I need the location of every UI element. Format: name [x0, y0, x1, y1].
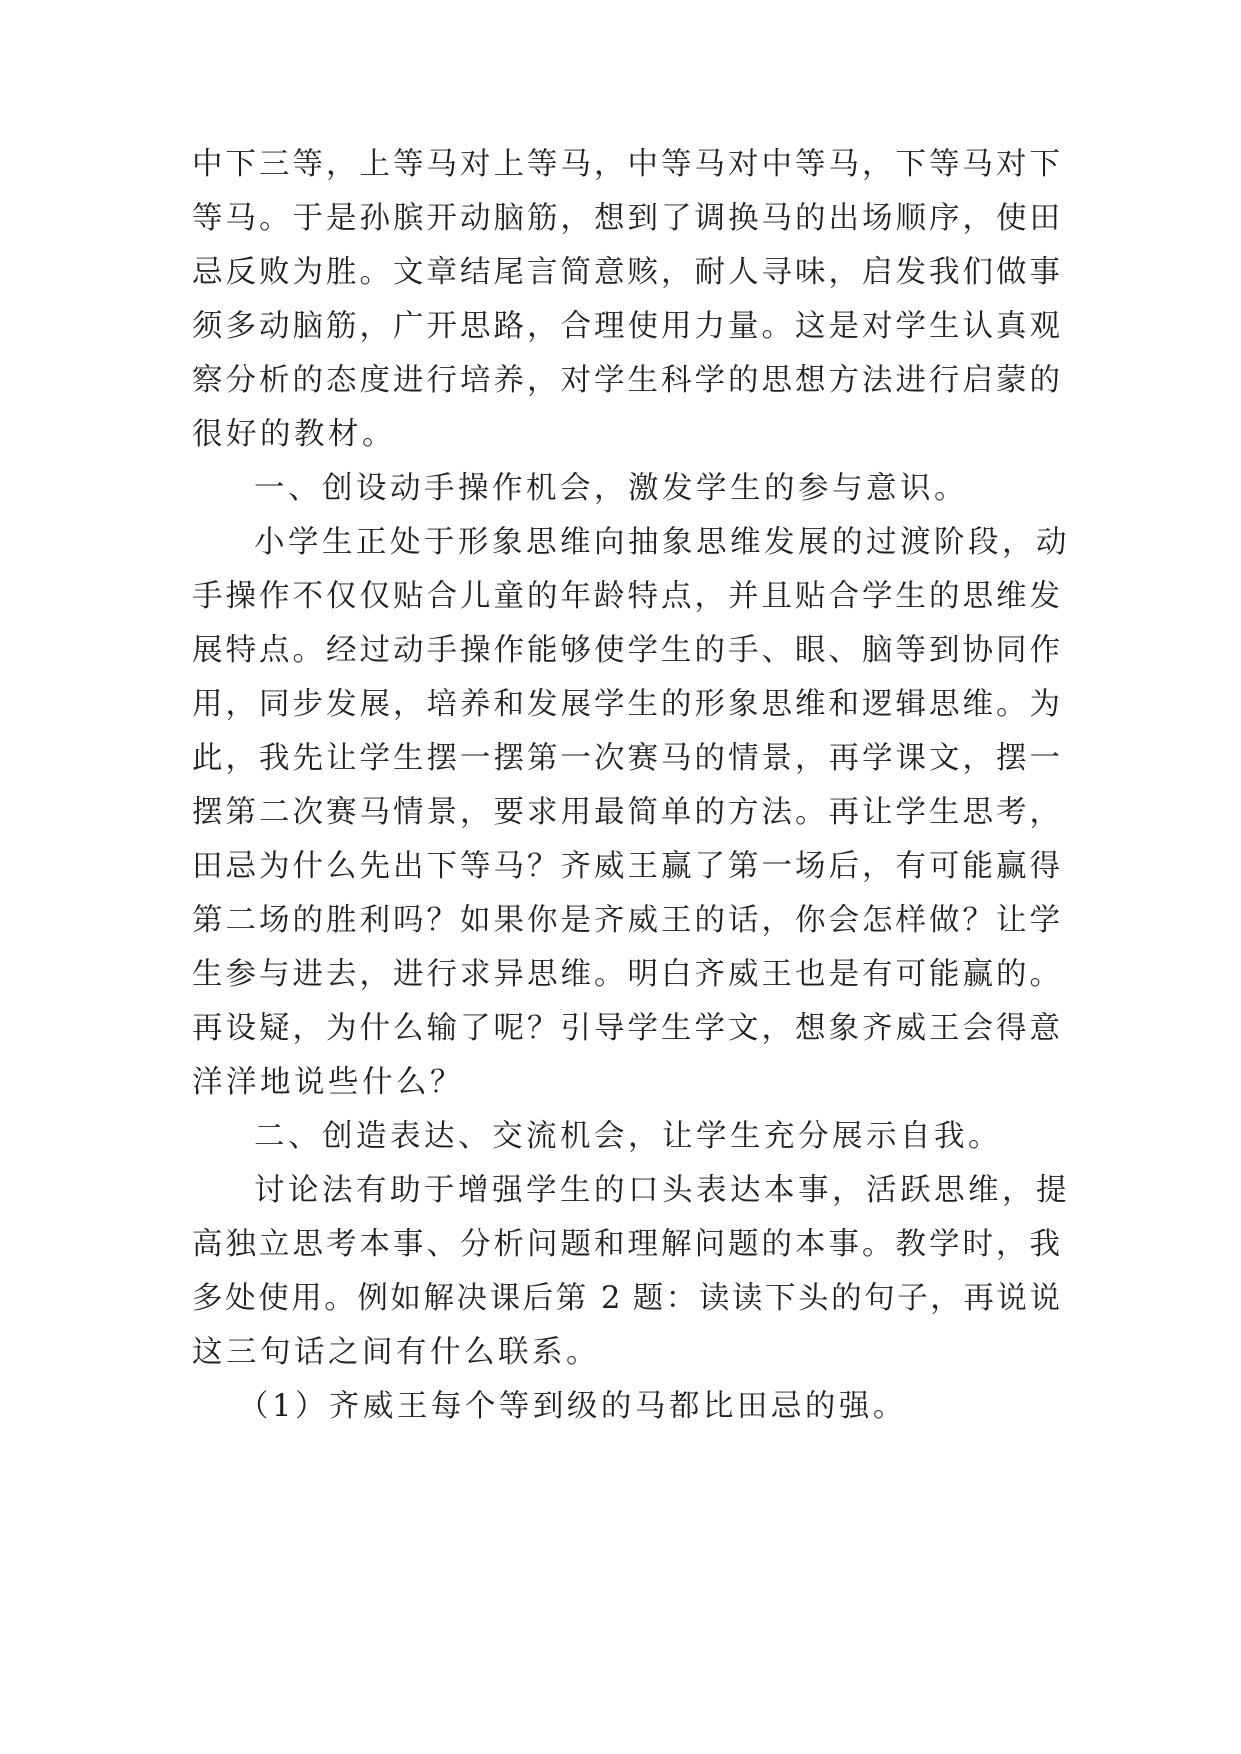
text-line: 忌反败为胜。文章结尾言简意赅，耐人寻味，启发我们做事: [192, 255, 1060, 290]
text-line: 生参与进去，进行求异思维。明白齐威王也是有可能赢的。: [192, 957, 1060, 992]
text-line: 小学生正处于形象思维向抽象思维发展的过渡阶段，动: [254, 525, 1070, 560]
text-line: 展特点。经过动手操作能够使学生的手、眼、脑等到协同作: [192, 633, 1060, 668]
text-line: 田忌为什么先出下等马？齐威王赢了第一场后，有可能赢得: [192, 849, 1060, 884]
text-line: 洋洋地说些什么？: [192, 1065, 464, 1100]
text-line: 摆第二次赛马情景，要求用最简单的方法。再让学生思考，: [192, 795, 1060, 830]
text-line: 再设疑，为什么输了呢？引导学生学文，想象齐威王会得意: [192, 1011, 1060, 1046]
text-line: 第二场的胜利吗？如果你是齐威王的话，你会怎样做？让学: [192, 903, 1060, 938]
text-line: 等马。于是孙膑开动脑筋，想到了调换马的出场顺序，使田: [192, 201, 1060, 236]
text-line: 多处使用。例如解决课后第 2 题：读读下头的句子，再说说: [192, 1281, 1060, 1316]
section-heading: 一、创设动手操作机会，激发学生的参与意识。: [254, 471, 968, 506]
text-line: 很好的教材。: [192, 417, 396, 452]
text-line: 中下三等，上等马对上等马，中等马对中等马，下等马对下: [192, 147, 1060, 182]
text-line: 讨论法有助于增强学生的口头表达本事，活跃思维，提: [254, 1173, 1070, 1208]
text-line: 察分析的态度进行培养，对学生科学的思想方法进行启蒙的: [192, 363, 1060, 398]
text-line: 手操作不仅仅贴合儿童的年龄特点，并且贴合学生的思维发: [192, 579, 1060, 614]
text-line: 须多动脑筋，广开思路，合理使用力量。这是对学生认真观: [192, 309, 1060, 344]
section-heading: 二、创造表达、交流机会，让学生充分展示自我。: [254, 1119, 1002, 1154]
list-item: （1）齐威王每个等到级的马都比田忌的强。: [238, 1389, 907, 1424]
text-line: 用，同步发展，培养和发展学生的形象思维和逻辑思维。为: [192, 687, 1060, 722]
text-line: 此，我先让学生摆一摆第一次赛马的情景，再学课文，摆一: [192, 741, 1060, 776]
text-line: 高独立思考本事、分析问题和理解问题的本事。教学时，我: [192, 1227, 1060, 1262]
text-line: 这三句话之间有什么联系。: [192, 1335, 600, 1370]
